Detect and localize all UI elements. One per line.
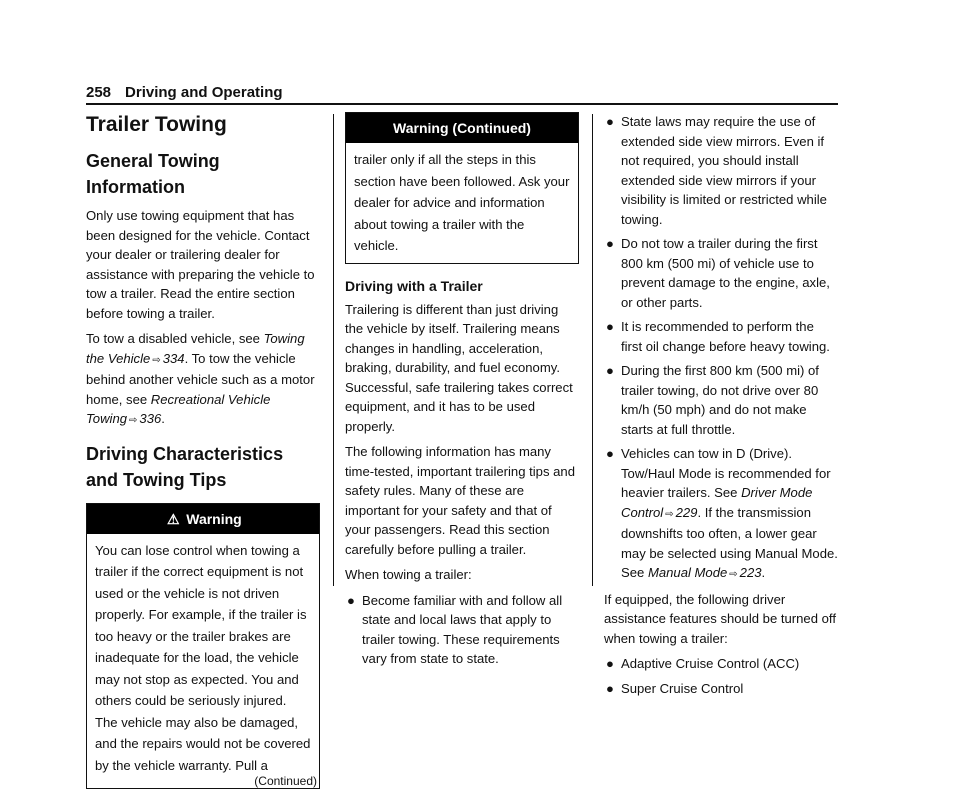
bullet-icon: ● bbox=[606, 112, 614, 132]
bullet-list bbox=[604, 654, 838, 698]
link-towing-the-vehicle[interactable]: Towing the Vehicle bbox=[86, 331, 305, 366]
page-number: 258 bbox=[86, 84, 111, 101]
paragraph: Only use towing equipment that has been designed for the vehicle. Contact your dealer or trailering dealer for assistance with preparing the vehicle to tow a trailer. Read the entire section before towing a trailer. bbox=[86, 206, 320, 323]
paragraph: When towing a trailer: bbox=[345, 565, 579, 585]
column-divider bbox=[592, 114, 593, 586]
page-ref[interactable]: 223 bbox=[740, 565, 762, 580]
link-manual-mode[interactable]: Manual Mode bbox=[648, 565, 727, 580]
paragraph: If equipped, the following driver assistance features should be turned off when towing a trailer: bbox=[604, 590, 838, 649]
paragraph: The following information has many time-tested, important trailering tips and safety rules. Many of these are important for your safety and that of your passengers. Read this section carefully before pulling a trailer. bbox=[345, 442, 579, 559]
page-ref[interactable]: 336 bbox=[139, 411, 161, 426]
column-2 bbox=[345, 112, 579, 674]
page-title: Trailer Towing bbox=[86, 112, 320, 138]
warning-header: Warning (Continued) bbox=[346, 113, 578, 143]
list-item: ● Become familiar with and follow all state and local laws that apply to trailer towing. These requirements vary from state to state. bbox=[345, 591, 579, 669]
column-3 bbox=[604, 112, 838, 703]
list-item: ● It is recommended to perform the first oil change before heavy towing. bbox=[604, 317, 838, 356]
bullet-icon: ● bbox=[606, 234, 614, 254]
column-1 bbox=[86, 112, 320, 789]
page-ref-icon: ⇨ bbox=[152, 355, 160, 366]
paragraph: Trailering is different than just driving the vehicle by itself. Trailering means changes in handling, acceleration, braking, durability, and fuel economy. Successful, safe trailering takes correct equipment, and it has to be used properly. bbox=[345, 300, 579, 437]
section-heading: Driving Characteristics and Towing Tips bbox=[86, 441, 320, 493]
warning-box bbox=[86, 503, 320, 789]
list-item: ● Vehicles can tow in D (Drive). Tow/Haul Mode is recommended for heavier trailers. See Driver Mode Control ⇨ 229. If the transmission downshifts too often, a lower gear may be selected using Manual Mode. See Manual Mode ⇨ 223. bbox=[604, 444, 838, 585]
header-rule bbox=[86, 103, 838, 105]
warning-box bbox=[345, 112, 579, 264]
page-ref[interactable]: 334 bbox=[163, 351, 185, 366]
bullet-icon: ● bbox=[606, 654, 614, 674]
list-item: ● During the first 800 km (500 mi) of trailer towing, do not drive over 80 km/h (50 mph) and do not make starts at full throttle. bbox=[604, 361, 838, 439]
bullet-icon: ● bbox=[606, 679, 614, 699]
page-ref-icon: ⇨ bbox=[729, 569, 737, 580]
list-item: ● Adaptive Cruise Control (ACC) bbox=[604, 654, 838, 674]
list-item: ● State laws may require the use of extended side view mirrors. Even if not required, you should install extended side view mirrors if your visibility is limited or restricted while towing. bbox=[604, 112, 838, 229]
bullet-list bbox=[604, 112, 838, 585]
bullet-icon: ● bbox=[347, 591, 355, 611]
paragraph: To tow a disabled vehicle, see Towing the Vehicle ⇨ 334. To tow the vehicle behind another vehicle such as a motor home, see Recreational Vehicle Towing ⇨ 336. bbox=[86, 329, 320, 431]
bullet-icon: ● bbox=[606, 317, 614, 337]
section-title: Driving and Operating bbox=[125, 84, 283, 101]
continued-label: (Continued) bbox=[87, 775, 319, 788]
page-ref[interactable]: 229 bbox=[676, 505, 698, 520]
list-item: ● Super Cruise Control bbox=[604, 679, 838, 699]
bullet-icon: ● bbox=[606, 361, 614, 381]
bullet-list bbox=[345, 591, 579, 669]
warning-text: trailer only if all the steps in this section have been followed. Ask your dealer for advice and information about towing a trailer with the vehicle. bbox=[346, 143, 578, 263]
page-ref-icon: ⇨ bbox=[665, 509, 673, 520]
warning-icon: ⚠ bbox=[164, 504, 182, 534]
section-heading: Driving with a Trailer bbox=[345, 276, 579, 296]
page-header bbox=[86, 84, 838, 102]
link-recreational-vehicle-towing[interactable]: Recreational Vehicle Towing bbox=[86, 392, 270, 427]
link-driver-mode-control[interactable]: Driver Mode Control bbox=[621, 485, 812, 520]
column-divider bbox=[333, 114, 334, 586]
section-heading: General Towing Information bbox=[86, 148, 320, 200]
warning-header: ⚠ Warning bbox=[87, 504, 319, 534]
bullet-icon: ● bbox=[606, 444, 614, 464]
page-ref-icon: ⇨ bbox=[129, 415, 137, 426]
list-item: ● Do not tow a trailer during the first 800 km (500 mi) of vehicle use to prevent damage to the engine, axle, or other parts. bbox=[604, 234, 838, 312]
warning-text: You can lose control when towing a trailer if the correct equipment is not used or the vehicle is not driven properly. For example, if the trailer is too heavy or the trailer brakes are inadequate for the load, the vehicle may not stop as expected. You and others could be seriously injured. The vehicle may also be damaged, and the repairs would not be covered by the vehicle warranty. Pull a bbox=[87, 534, 319, 779]
